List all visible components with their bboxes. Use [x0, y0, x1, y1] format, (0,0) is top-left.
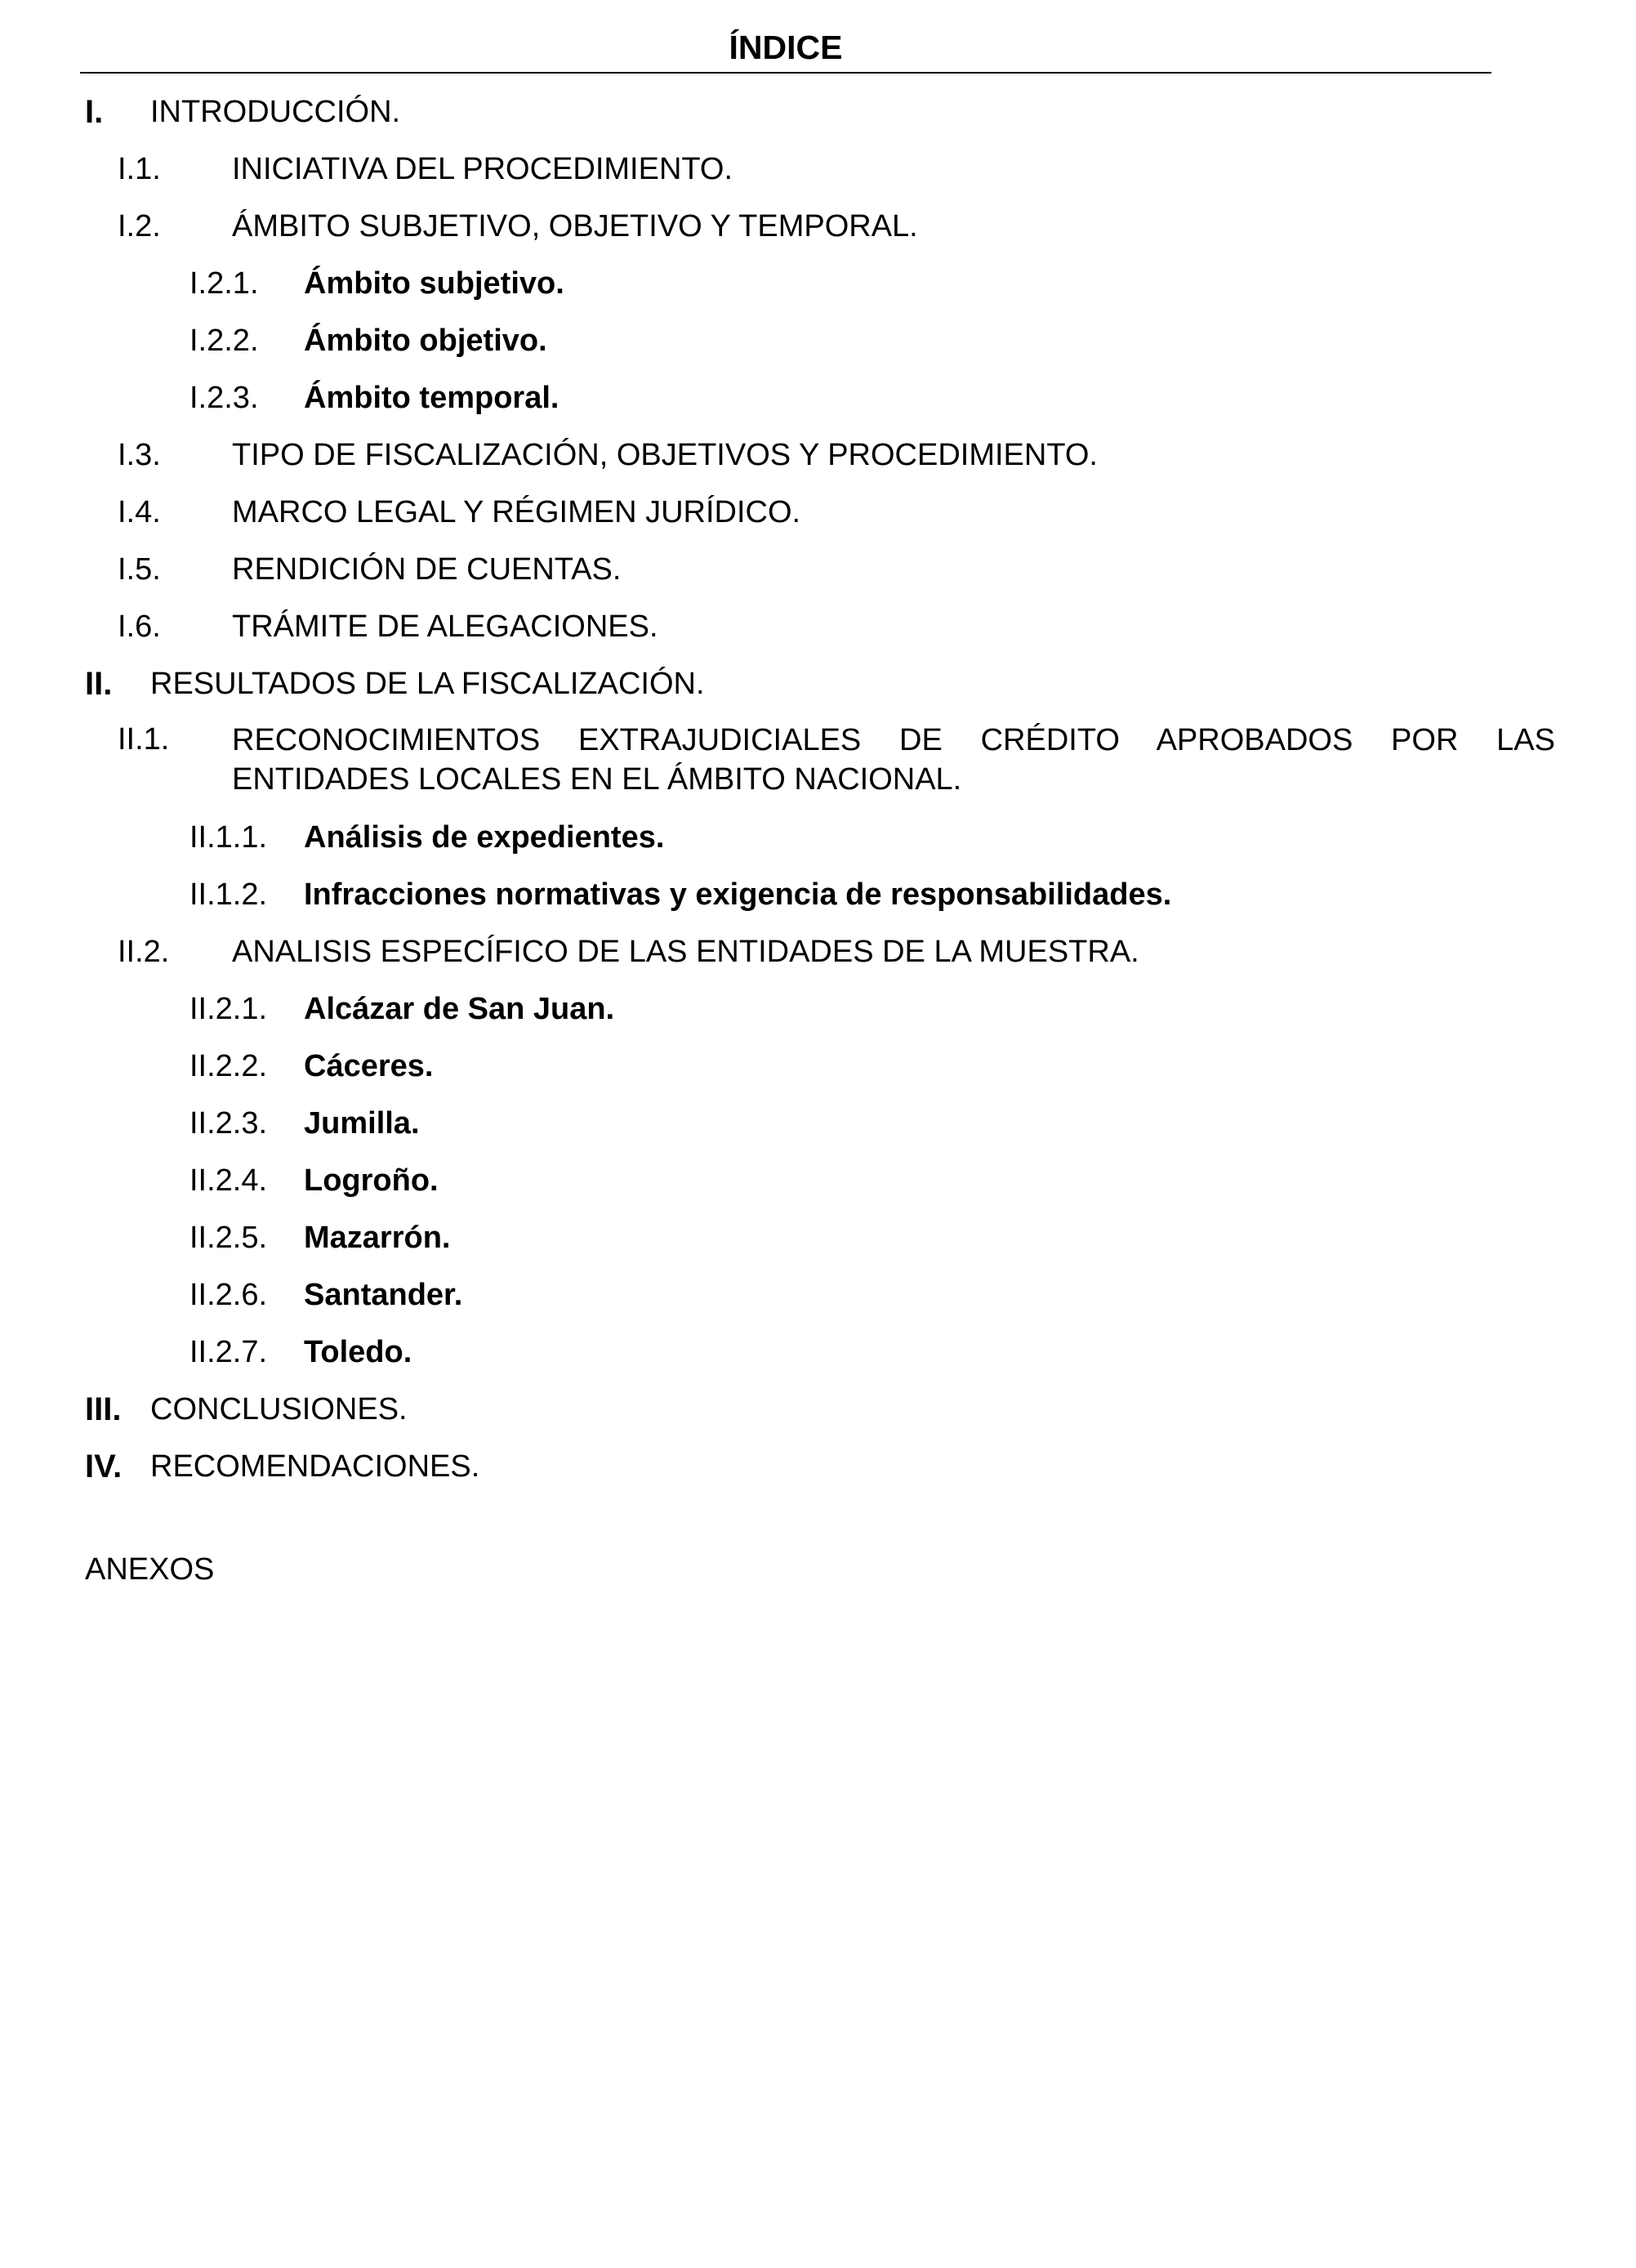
- toc-number: I.2.1.: [189, 266, 259, 301]
- toc-title: Ámbito subjetivo.: [304, 266, 564, 301]
- toc-title: Análisis de expedientes.: [304, 820, 665, 855]
- toc-title: INICIATIVA DEL PROCEDIMIENTO.: [232, 152, 733, 186]
- toc-number: I.4.: [118, 495, 161, 529]
- toc-title: RECONOCIMIENTOS EXTRAJUDICIALES DE CRÉDITO APROBADOS POR LAS ENTIDADES LOCALES EN EL ÁMBITO NACIONAL.: [232, 723, 1555, 797]
- toc-title: MARCO LEGAL Y RÉGIMEN JURÍDICO.: [232, 495, 801, 529]
- toc-number: II.2.7.: [189, 1335, 268, 1369]
- toc-number: I.2.: [118, 209, 161, 243]
- toc-number: I.6.: [118, 609, 161, 644]
- toc-number: II.2.2.: [189, 1049, 268, 1083]
- toc-title: TIPO DE FISCALIZACIÓN, OBJETIVOS Y PROCEDIMIENTO.: [232, 438, 1098, 472]
- toc-title: CONCLUSIONES.: [150, 1392, 408, 1426]
- toc-title: Santander.: [304, 1278, 463, 1312]
- toc-number: I.3.: [118, 438, 161, 472]
- toc-number: II.2.4.: [189, 1163, 268, 1198]
- toc-title: INTRODUCCIÓN.: [150, 95, 401, 129]
- toc-entry-s2-1[interactable]: [118, 721, 1557, 801]
- toc-number: III.: [85, 1391, 122, 1427]
- toc-title: TRÁMITE DE ALEGACIONES.: [232, 609, 658, 644]
- toc-number: II.: [85, 666, 113, 702]
- toc-title: ÁMBITO SUBJETIVO, OBJETIVO Y TEMPORAL.: [232, 209, 918, 243]
- toc-title: Cáceres.: [304, 1049, 434, 1083]
- toc-title: ANALISIS ESPECÍFICO DE LAS ENTIDADES DE LA MUESTRA.: [232, 935, 1139, 969]
- toc-title: Toledo.: [304, 1335, 412, 1369]
- toc-number: II.1.: [118, 722, 170, 757]
- toc-title: Infracciones normativas y exigencia de responsabilidades.: [304, 877, 1172, 912]
- toc-number: II.2.: [118, 935, 170, 969]
- page-title: ÍNDICE: [729, 29, 843, 66]
- toc-title: RENDICIÓN DE CUENTAS.: [232, 552, 622, 587]
- toc-number: IV.: [85, 1449, 123, 1484]
- toc-title: Ámbito objetivo.: [304, 324, 547, 358]
- toc-title: Mazarrón.: [304, 1221, 451, 1255]
- toc-number: I.1.: [118, 152, 161, 186]
- toc-title: Logroño.: [304, 1163, 439, 1198]
- toc-title: RESULTADOS DE LA FISCALIZACIÓN.: [150, 667, 705, 701]
- toc-number: II.2.5.: [189, 1221, 268, 1255]
- toc-number: II.1.1.: [189, 820, 268, 855]
- toc-number: I.2.2.: [189, 324, 259, 358]
- annex-heading[interactable]: ANEXOS: [85, 1552, 215, 1587]
- toc-number: I.: [85, 94, 104, 130]
- toc-number: II.2.6.: [189, 1278, 268, 1312]
- toc-title: Jumilla.: [304, 1106, 420, 1141]
- toc-title: Ámbito temporal.: [304, 381, 559, 415]
- toc-number: II.2.3.: [189, 1106, 268, 1141]
- toc-title: Alcázar de San Juan.: [304, 992, 615, 1026]
- toc-number: I.2.3.: [189, 381, 259, 415]
- toc-title: RECOMENDACIONES.: [150, 1449, 480, 1484]
- toc-number: I.5.: [118, 552, 161, 587]
- toc-number: II.1.2.: [189, 877, 268, 912]
- title-divider: [80, 72, 1491, 74]
- toc-number: II.2.1.: [189, 992, 268, 1026]
